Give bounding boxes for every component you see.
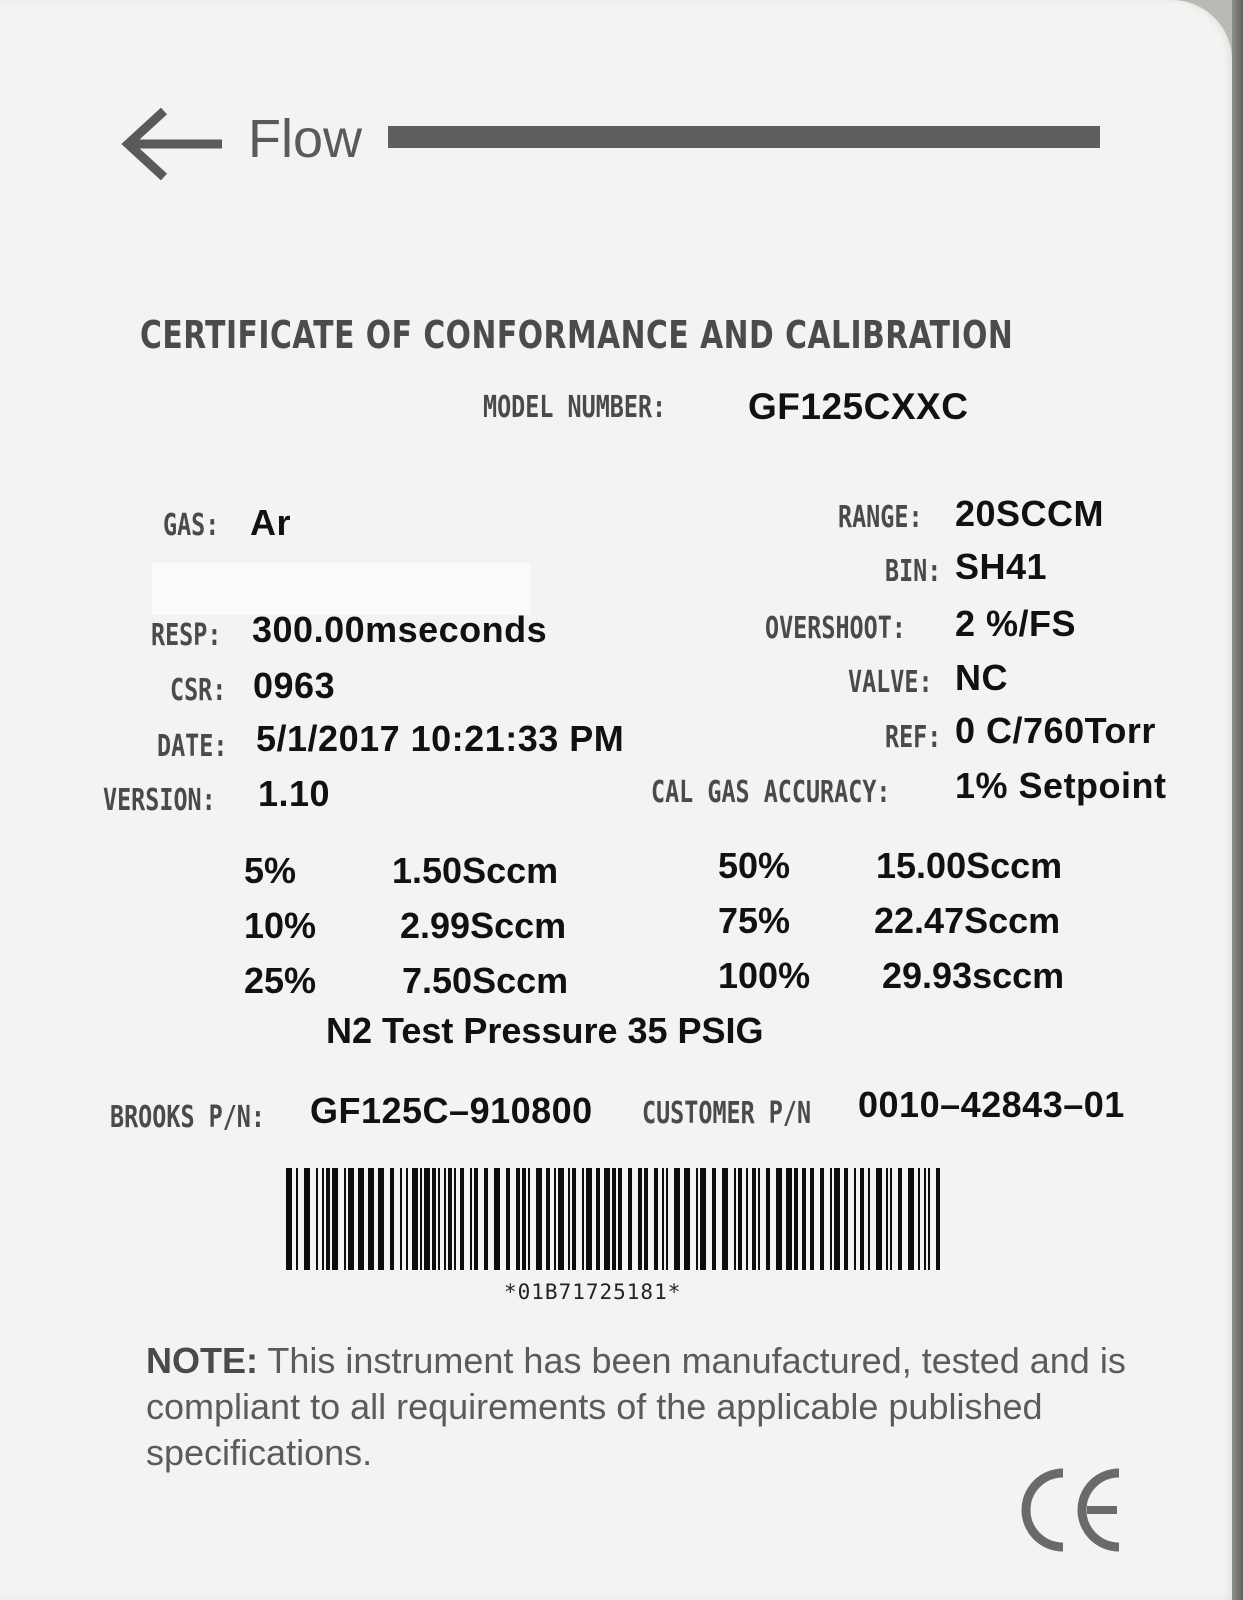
resp-label: RESP: xyxy=(151,618,222,653)
barcode-bar xyxy=(424,1168,430,1270)
barcode-bar xyxy=(582,1168,584,1270)
valve-value: NC xyxy=(955,657,1008,698)
barcode-bar xyxy=(494,1168,500,1270)
barcode-bar xyxy=(886,1168,888,1270)
barcode-bar xyxy=(378,1168,384,1270)
barcode-bar xyxy=(448,1168,452,1270)
barcode-bar xyxy=(638,1168,642,1270)
barcode-bar xyxy=(322,1168,324,1270)
barcode-bar xyxy=(876,1168,882,1270)
range-value: 20SCCM xyxy=(955,493,1105,534)
barcode-bar xyxy=(406,1168,408,1270)
redacted-field xyxy=(152,563,530,615)
barcode-bar xyxy=(516,1168,520,1270)
cal-flow: 1.50Sccm xyxy=(392,850,559,891)
barcode-bar xyxy=(304,1168,310,1270)
test-pressure: N2 Test Pressure 35 PSIG xyxy=(326,1010,764,1051)
cal-flow: 22.47Sccm xyxy=(874,900,1061,941)
bin-label: BIN: xyxy=(885,554,942,589)
barcode-bar xyxy=(908,1168,914,1270)
flow-bar xyxy=(388,126,1100,148)
barcode-bar xyxy=(752,1168,756,1270)
cal-flow: 7.50Sccm xyxy=(402,960,569,1001)
cal-pct: 5% xyxy=(244,850,297,891)
barcode-bar xyxy=(484,1168,488,1270)
flow-label: Flow xyxy=(248,109,363,169)
barcode-bar xyxy=(674,1168,680,1270)
barcode-bar xyxy=(296,1168,298,1270)
barcode-bar xyxy=(696,1168,698,1270)
barcode-bar xyxy=(412,1168,418,1270)
barcode-bar xyxy=(558,1168,564,1270)
barcode-bar xyxy=(766,1168,770,1270)
barcode-bar xyxy=(898,1168,902,1270)
overshoot-value: 2 %/FS xyxy=(955,603,1077,644)
barcode-bar xyxy=(844,1168,848,1270)
gas-label: GAS: xyxy=(163,508,220,543)
barcode-bar xyxy=(628,1168,632,1270)
barcode-bar xyxy=(596,1168,600,1270)
barcode-bar xyxy=(470,1168,472,1270)
barcode-bar xyxy=(368,1168,374,1270)
note-label: NOTE: xyxy=(146,1340,258,1381)
version-value: 1.10 xyxy=(258,773,331,814)
barcode-bar xyxy=(604,1168,610,1270)
brooks-pn-value: GF125C–910800 xyxy=(310,1090,593,1131)
barcode-bar xyxy=(794,1168,798,1270)
barcode-bar xyxy=(344,1168,346,1270)
barcode xyxy=(286,1168,944,1270)
barcode-bar xyxy=(572,1168,576,1270)
barcode-bar xyxy=(554,1168,556,1270)
barcode-bar xyxy=(746,1168,748,1270)
barcode-bar xyxy=(536,1168,542,1270)
barcode-bar xyxy=(438,1168,440,1270)
barcode-bar xyxy=(460,1168,464,1270)
barcode-bar xyxy=(662,1168,664,1270)
cal-pct: 75% xyxy=(718,900,791,941)
barcode-bar xyxy=(568,1168,570,1270)
barcode-bar xyxy=(928,1168,930,1270)
gas-value: Ar xyxy=(250,502,292,543)
note-text: This instrument has been manufactured, tested and is compliant to all requirements of the applicable published specifications. xyxy=(146,1340,1126,1473)
barcode-bar xyxy=(474,1168,478,1270)
left-arrow-icon xyxy=(118,105,224,183)
barcode-bar xyxy=(654,1168,658,1270)
barcode-bar xyxy=(326,1168,330,1270)
date-label: DATE: xyxy=(157,729,228,764)
valve-label: VALVE: xyxy=(848,665,933,700)
barcode-bar xyxy=(810,1168,814,1270)
barcode-bar xyxy=(586,1168,592,1270)
barcode-bar xyxy=(734,1168,736,1270)
csr-label: CSR: xyxy=(170,673,227,708)
barcode-bar xyxy=(286,1168,292,1270)
barcode-bar xyxy=(506,1168,510,1270)
barcode-bar xyxy=(644,1168,648,1270)
barcode-bar xyxy=(316,1168,318,1270)
metal-edge xyxy=(1232,0,1243,1600)
barcode-bar xyxy=(400,1168,402,1270)
customer-pn-label: CUSTOMER P/N xyxy=(642,1096,812,1131)
range-label: RANGE: xyxy=(838,500,923,535)
date-value: 5/1/2017 10:21:33 PM xyxy=(256,718,625,759)
barcode-bar xyxy=(936,1168,940,1270)
barcode-bar xyxy=(332,1168,338,1270)
barcode-bar xyxy=(860,1168,864,1270)
barcode-bar xyxy=(786,1168,792,1270)
cal-gas-accuracy-value: 1% Setpoint xyxy=(955,765,1167,806)
barcode-bar xyxy=(420,1168,422,1270)
barcode-bar xyxy=(546,1168,550,1270)
cal-flow: 29.93sccm xyxy=(882,955,1065,996)
note xyxy=(146,1338,1136,1476)
barcode-bar xyxy=(618,1168,622,1270)
barcode-bar xyxy=(924,1168,926,1270)
ref-label: REF: xyxy=(885,720,942,755)
ce-mark-icon xyxy=(1015,1465,1127,1555)
barcode-bar xyxy=(454,1168,456,1270)
barcode-bar xyxy=(528,1168,530,1270)
barcode-bar xyxy=(444,1168,446,1270)
model-number-value: GF125CXXC xyxy=(748,386,969,427)
cal-flow: 2.99Sccm xyxy=(400,905,567,946)
barcode-bar xyxy=(722,1168,728,1270)
customer-pn-value: 0010–42843–01 xyxy=(858,1084,1125,1125)
bin-value: SH41 xyxy=(955,546,1048,587)
barcode-bar xyxy=(390,1168,394,1270)
cal-pct: 50% xyxy=(718,845,791,886)
barcode-bar xyxy=(918,1168,920,1270)
brooks-pn-label: BROOKS P/N: xyxy=(110,1100,265,1135)
cal-flow: 15.00Sccm xyxy=(876,845,1063,886)
barcode-bar xyxy=(666,1168,668,1270)
barcode-bar xyxy=(358,1168,364,1270)
version-label: VERSION: xyxy=(103,783,216,818)
cal-gas-accuracy-label: CAL GAS ACCURACY: xyxy=(651,775,891,810)
barcode-bar xyxy=(738,1168,742,1270)
page-title: CERTIFICATE OF CONFORMANCE AND CALIBRATION xyxy=(140,313,1014,357)
barcode-bar xyxy=(700,1168,706,1270)
barcode-bar xyxy=(432,1168,436,1270)
barcode-bar xyxy=(612,1168,616,1270)
barcode-bar xyxy=(758,1168,760,1270)
barcode-bar xyxy=(712,1168,716,1270)
barcode-bar xyxy=(830,1168,832,1270)
barcode-bar xyxy=(684,1168,690,1270)
barcode-bar xyxy=(868,1168,870,1270)
barcode-bar xyxy=(776,1168,782,1270)
barcode-bar xyxy=(348,1168,354,1270)
barcode-bar xyxy=(522,1168,526,1270)
barcode-bar xyxy=(834,1168,840,1270)
barcode-bar xyxy=(890,1168,892,1270)
ref-value: 0 C/760Torr xyxy=(955,710,1156,751)
barcode-bar xyxy=(854,1168,856,1270)
cal-pct: 10% xyxy=(244,905,317,946)
overshoot-label: OVERSHOOT: xyxy=(765,611,906,646)
barcode-text: *01B71725181* xyxy=(504,1280,682,1304)
barcode-bar xyxy=(802,1168,806,1270)
cal-pct: 100% xyxy=(718,955,811,996)
resp-value: 300.00mseconds xyxy=(252,609,548,650)
model-number-label: MODEL NUMBER: xyxy=(483,390,667,425)
barcode-bar xyxy=(820,1168,824,1270)
cal-pct: 25% xyxy=(244,960,317,1001)
csr-value: 0963 xyxy=(253,665,336,706)
